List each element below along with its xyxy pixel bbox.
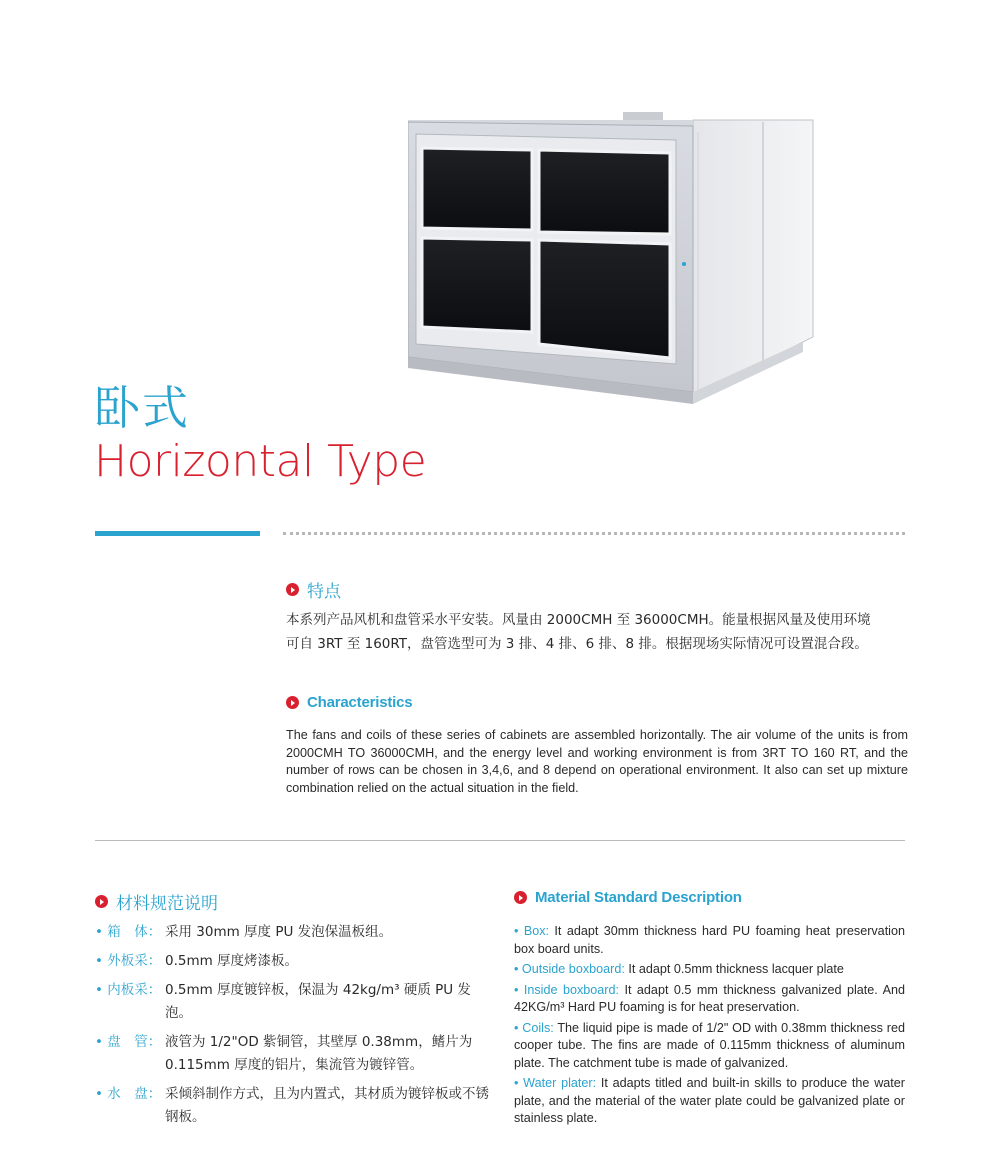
dotted-divider [283,532,905,535]
list-item [514,982,905,1017]
item-text: 0.5mm 厚度镀锌板，保温为 42kg/m³ 硬质 PU 发泡。 [165,982,471,1021]
item-label: • 盘 管： [95,1034,162,1050]
list-item [514,961,905,979]
materials-heading-text-en: Material Standard Description [535,889,742,906]
list-item [95,979,495,1025]
list-item [95,1083,495,1129]
characteristics-heading-text: Characteristics [307,694,413,711]
item-label: • Box: [514,924,550,938]
features-heading-text: 特点 [307,582,341,602]
section-divider [95,840,905,841]
item-label: • 内板采： [95,982,162,998]
list-item [514,1020,905,1073]
product-image [408,112,818,407]
features-heading-cn [286,577,341,602]
characteristics-paragraph: The fans and coils of these series of cabinets are assembled horizontally. The air volume of the units is from 2000CMH TO 36000CMH, and the energy level and working environment is from 3RT TO 160 RT, and the number of rows can be chosen in 3,4,6, and 8 depend on operational environment. It also can set up mixture combination relied on the actual situation in the field. [286,728,908,795]
features-paragraph-cn [286,608,911,656]
item-text: 采用 30mm 厚度 PU 发泡保温板组。 [165,924,393,940]
play-bullet-icon [95,895,108,908]
play-bullet-icon [514,891,527,904]
materials-list-cn [95,921,495,1135]
page-title-cn: 卧式 [94,381,190,435]
item-text: The liquid pipe is made of 1/2" OD with 0.38mm thickness red cooper tube. The fins are made of 0.115mm thickness of aluminum plate. The catchment tube is made of galvanized. [514,1020,905,1070]
list-item [95,921,495,944]
item-text: It adapt 0.5 mm thickness galvanized plate. And 42KG/m³ Hard PU foaming is for heat preservation. [514,982,905,1014]
list-item [95,950,495,973]
features-line: 可自 3RT 至 160RT，盘管选型可为 3 排、4 排、6 排、8 排。根据现场实际情况可设置混合段。 [286,636,868,652]
materials-heading-text-cn: 材料规范说明 [116,894,218,914]
item-text: It adapt 0.5mm thickness lacquer plate [624,962,844,976]
features-line: 本系列产品风机和盘管采水平安装。风量由 2000CMH 至 36000CMH。能量根据风量及使用环境 [286,612,871,628]
item-text: 采倾斜制作方式，且为内置式，其材质为镀锌板或不锈钢板。 [165,1086,489,1125]
item-text: 0.5mm 厚度烤漆板。 [165,953,299,969]
accent-rule [95,531,260,536]
materials-heading-cn [95,889,218,914]
play-bullet-icon [286,696,299,709]
item-label: • 水 盘： [95,1086,162,1102]
page-title-en: Horizontal Type [94,436,427,487]
item-label: • 外板采： [95,953,162,969]
item-text: 液管为 1/2"OD 紫铜管，其壁厚 0.38mm，鳍片为 0.115mm 厚度的铝片，集流管为镀锌管。 [165,1034,473,1073]
item-text: It adapts titled and built-in skills to produce the water plate, and the material of the water plate could be galvanized plate or stainless plate. [514,1076,905,1125]
item-label: • 箱 体： [95,924,162,940]
materials-heading-en [514,889,742,906]
list-item [95,1031,495,1077]
materials-list-en [514,923,905,1131]
play-bullet-icon [286,583,299,596]
item-label: • Outside boxboard: [514,962,625,976]
characteristics-heading [286,694,412,711]
list-item [514,923,905,958]
item-text: It adapt 30mm thickness hard PU foaming heat preservation box board units. [514,924,905,956]
item-label: • Inside boxboard: [514,982,619,997]
item-label: • Water plater: [514,1076,597,1090]
list-item [514,1075,905,1128]
item-label: • Coils: [514,1020,554,1035]
